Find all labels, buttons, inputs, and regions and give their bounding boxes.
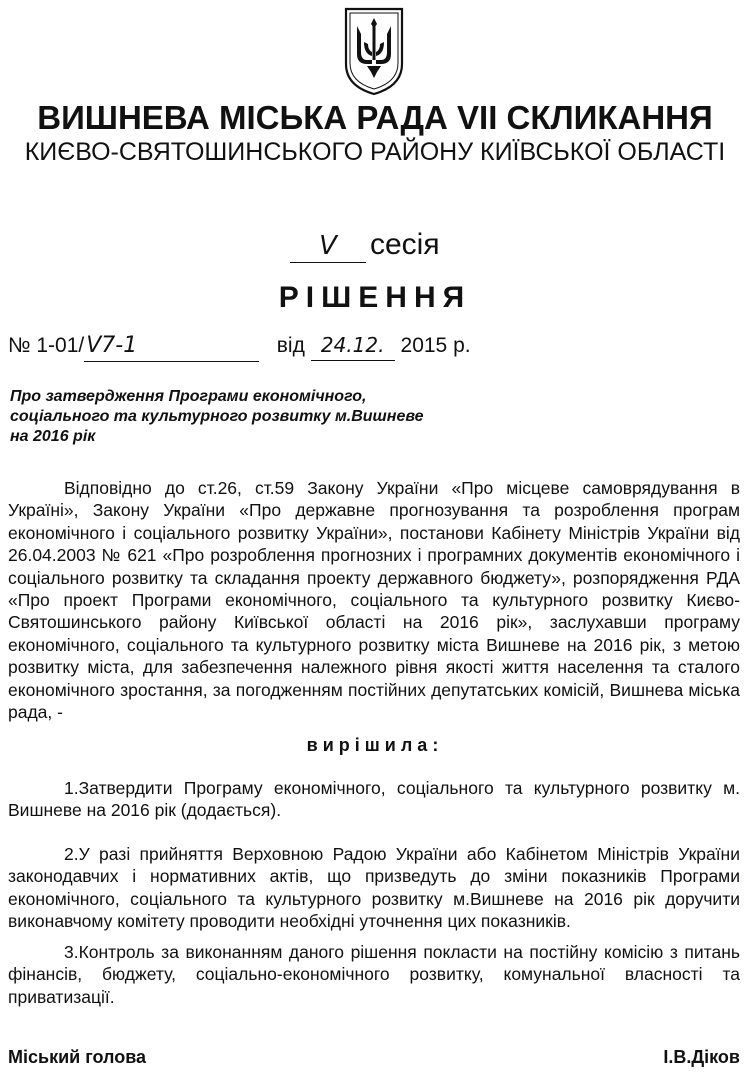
- date-handwritten: 24.12.: [311, 330, 395, 361]
- subject-line: на 2016 рік: [10, 428, 96, 445]
- resolution-item-2: 2.У разі прийняття Верховною Радою України або Кабінетом Міністрів України законодавчих і нормативних актів, що призведуть до зміни показників Програми економічного, соціального та культурного розвитку м.Вишневе на 2016 рік доручити виконавчому комітету проводити необхідні уточнення цих показників.: [8, 844, 740, 932]
- session-line: [290, 227, 440, 263]
- resolved-heading: вирішила:: [306, 735, 444, 755]
- date-prefix: від: [276, 334, 305, 357]
- decision-number-line: [8, 330, 471, 362]
- district-name: КИЄВО-СВЯТОШИНСЬКОГО РАЙОНУ КИЇВСЬКОЇ ОБЛАСТІ: [24, 138, 726, 166]
- session-label: сесія: [370, 228, 440, 261]
- preamble-paragraph: Відповідно до ст.26, ст.59 Закону України «Про місцеве самоврядування в Україні», Закону України «Про державне прогнозування та розроблення програм економічного і соціального розвитку України», постанови Кабінету Міністрів України від 26.04.2003 № 621 «Про розроблення прогнозних і програмних документів економічного і соціального розвитку та складання проекту державного бюджету», розпорядження РДА «Про проект Програми економічного, соціального та культурного розвитку Києво-Святошинського району Київської області на 2016 рік», заслухавши програму економічного, соціального та культурного розвитку міста Вишневе на 2016 рік, з метою розвитку міста, для забезпечення належного рівня якості життя населення та сталого економічного зростання, за погодженням постійних депутатських комісій, Вишнева міська рада, -: [8, 478, 740, 723]
- session-number: V: [290, 230, 366, 263]
- decision-number-prefix: № 1-01/: [8, 334, 85, 357]
- year-suffix: 2015 р.: [400, 334, 471, 357]
- decision-subject: [10, 387, 470, 447]
- decision-title: РІШЕННЯ: [278, 281, 472, 314]
- signature-name: І.В.Діков: [663, 1047, 740, 1067]
- trident-coat-of-arms-icon: [343, 6, 405, 96]
- council-name: ВИШНЕВА МІСЬКА РАДА VII СКЛИКАННЯ: [37, 99, 713, 136]
- subject-line: соціального та культурного розвитку м.Вишневе: [10, 408, 424, 425]
- decision-number-handwritten: V7-1: [84, 331, 259, 362]
- resolution-item-1: 1.Затвердити Програму економічного, соціального та культурного розвитку м. Вишневе на 2016 рік (додається).: [8, 778, 740, 821]
- signature-title: Міський голова: [8, 1047, 147, 1067]
- resolution-item-3: 3.Контроль за виконанням даного рішення покласти на постійну комісію з питань фінансів, бюджету, соціально-економічного розвитку, комунальної власності та приватизації.: [8, 942, 740, 1007]
- subject-line: Про затвердження Програми економічного,: [10, 388, 367, 405]
